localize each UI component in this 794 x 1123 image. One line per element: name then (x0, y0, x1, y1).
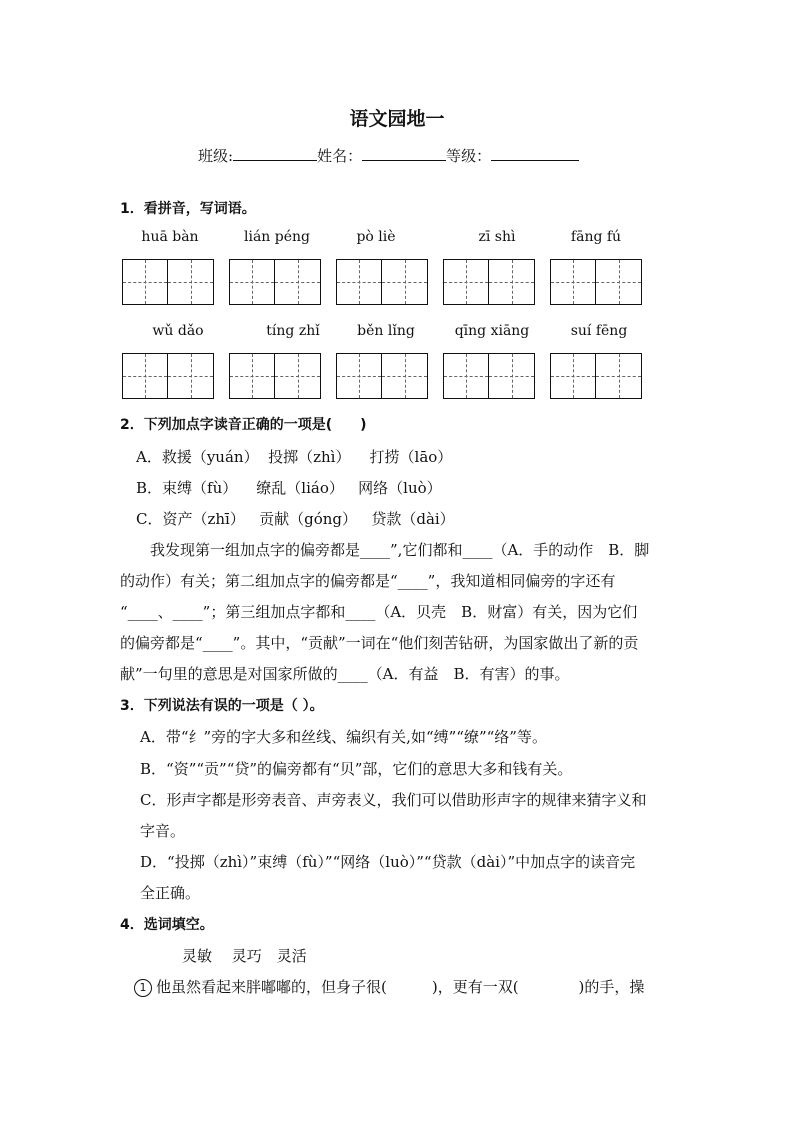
pinyin-4: zī shì (478, 229, 516, 245)
pinyin-8: běn lǐng (357, 323, 415, 339)
question-2-heading: 2．下列加点字读音正确的一项是( ) (120, 417, 367, 433)
writing-grid[interactable] (229, 353, 321, 399)
pinyin-10: suí fēng (570, 323, 628, 339)
q3-option-d: D．“投掷（zhì）”束缚（fù）”“网络（luò）”“贷款（dài）”中加点字的读音完 (140, 853, 636, 871)
writing-grid[interactable] (122, 259, 214, 305)
pinyin-5: fāng fú (570, 229, 622, 245)
pinyin-9: qīng xiāng (454, 323, 530, 339)
writing-grid[interactable] (122, 353, 214, 399)
q3-option-c: C．形声字都是形旁表音、声旁表义，我们可以借助形声字的规律来猜字义和 (140, 791, 647, 809)
item-number-1: 1 (134, 979, 152, 997)
q4-item-1 (134, 976, 644, 997)
q2-option-a: A．救援（yuán） 投掷（zhì） 打捞（lāo） (136, 448, 453, 466)
class-blank[interactable] (233, 144, 317, 161)
pinyin-6: wǔ dǎo (152, 323, 204, 339)
q2-paragraph-line: “____、____”；第三组加点字都和____（A．贝壳 B．财富）有关，因为它们 (120, 603, 638, 621)
grade-blank[interactable] (491, 144, 579, 161)
pinyin-7: tíng zhǐ (266, 323, 320, 339)
q2-option-b: B．束缚（fù） 缭乱（liáo） 网络（luò） (136, 479, 442, 497)
question-4-heading: 4．选词填空。 (120, 917, 214, 933)
page-title: 语文园地一 (349, 108, 445, 130)
q3-option-d-cont: 全正确。 (140, 884, 201, 902)
writing-grid[interactable] (336, 259, 428, 305)
q2-paragraph-line: 的偏旁都是“____”。其中，“贡献”一词在“他们刻苦钻研，为国家做出了新的贡 (120, 634, 639, 652)
writing-grid[interactable] (550, 353, 642, 399)
q3-option-c-cont: 字音。 (140, 822, 186, 840)
q4-item-1-text: 他虽然看起来胖嘟嘟的，但身子很( )，更有一双( )的手，操 (156, 978, 645, 996)
grade-label: 等级： (446, 147, 492, 165)
q2-paragraph-line: 的动作）有关；第二组加点字的偏旁都是“____”，我知道相同偏旁的字还有 (120, 572, 616, 590)
class-label: 班级: (198, 147, 234, 165)
q3-option-b: B．“资”“贡”“贷”的偏旁都有“贝”部，它们的意思大多和钱有关。 (140, 760, 573, 778)
name-blank[interactable] (362, 144, 446, 161)
writing-grid[interactable] (443, 353, 535, 399)
q2-paragraph-line: 我发现第一组加点字的偏旁都是____”,它们都和____（A．手的动作 B．脚 (150, 541, 650, 559)
pinyin-1: huā bàn (141, 229, 199, 245)
pinyin-2: lián péng (244, 229, 310, 245)
question-3-heading: 3．下列说法有误的一项是（ ）。 (120, 698, 324, 714)
student-info (198, 144, 579, 166)
pinyin-3: pò liè (356, 229, 396, 245)
writing-grid[interactable] (229, 259, 321, 305)
question-1-heading: 1．看拼音，写词语。 (120, 201, 256, 217)
q4-word-choices: 灵敏 灵巧 灵活 (182, 947, 307, 965)
writing-grid[interactable] (550, 259, 642, 305)
writing-grid[interactable] (336, 353, 428, 399)
q2-paragraph-line: 献”一句里的意思是对国家所做的____（A．有益 B．有害）的事。 (120, 665, 570, 683)
writing-grid[interactable] (443, 259, 535, 305)
name-label: 姓名： (317, 147, 363, 165)
q2-option-c: C．资产（zhī） 贡献（góng） 贷款（dài） (136, 510, 455, 528)
q3-option-a: A．带“纟”旁的字大多和丝线、编织有关,如“缚”“缭”“络”等。 (140, 728, 547, 746)
